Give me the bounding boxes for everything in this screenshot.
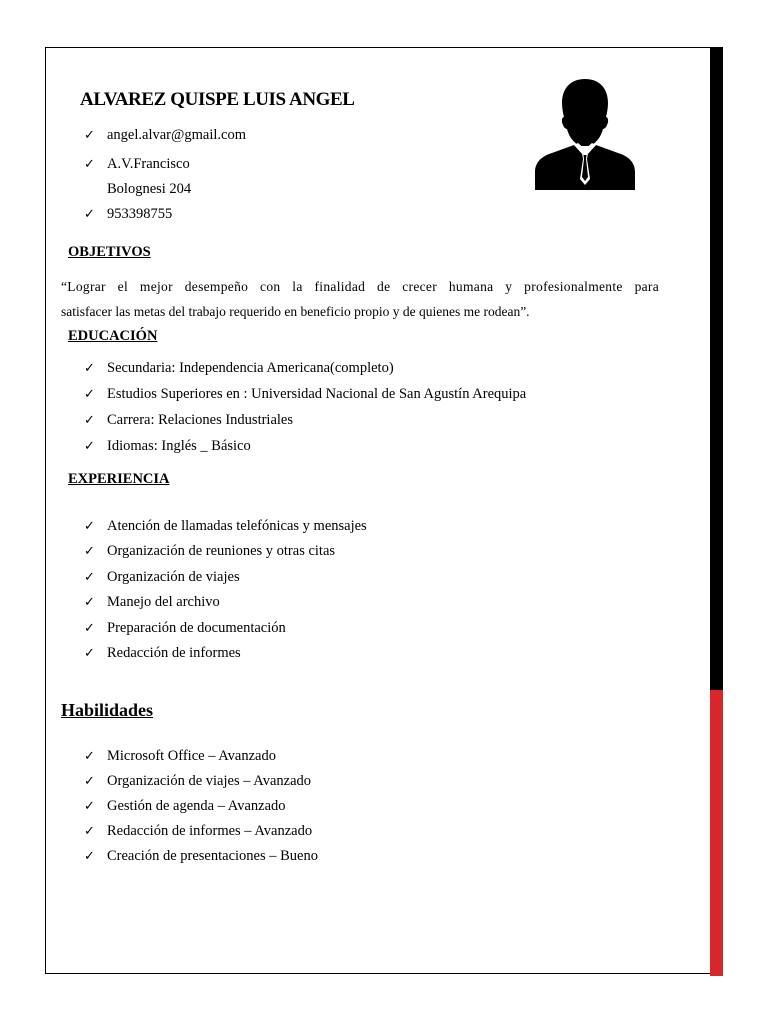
contact-phone: 953398755 [107, 206, 173, 222]
list-item-text: Organización de viajes – Avanzado [107, 773, 311, 789]
list-item-text: Manejo del archivo [107, 594, 220, 610]
check-mark-icon: ✓ [84, 361, 95, 376]
contact-email: angel.alvar@gmail.com [107, 127, 246, 143]
side-bar-red [710, 690, 723, 976]
check-mark-icon: ✓ [84, 749, 95, 764]
check-mark-icon: ✓ [84, 413, 95, 428]
side-bar-black [710, 47, 723, 690]
check-mark-icon: ✓ [84, 439, 95, 454]
list-item-text: Estudios Superiores en : Universidad Nacional de San Agustín Arequipa [107, 386, 527, 402]
list-item-text: Idiomas: Inglés _ Básico [107, 438, 251, 454]
list-item-text: Redacción de informes [107, 645, 241, 661]
list-item-text: Creación de presentaciones – Bueno [107, 848, 318, 864]
check-mark-icon: ✓ [84, 387, 95, 402]
check-mark-icon: ✓ [84, 544, 95, 559]
section-heading-habilidades: Habilidades [61, 700, 154, 720]
check-mark-icon: ✓ [84, 595, 95, 610]
check-mark-icon: ✓ [84, 849, 95, 864]
list-item-text: Secundaria: Independencia Americana(completo) [107, 360, 394, 376]
check-mark-icon: ✓ [84, 128, 95, 143]
list-item-text: Organización de viajes [107, 569, 240, 585]
objetivos-paragraph [61, 274, 659, 324]
list-item-text: Gestión de agenda – Avanzado [107, 798, 286, 814]
contact-address-line1: A.V.Francisco [107, 156, 190, 172]
candidate-name: ALVAREZ QUISPE LUIS ANGEL [80, 89, 355, 110]
list-item-text: Organización de reuniones y otras citas [107, 543, 336, 559]
check-mark-icon: ✓ [84, 774, 95, 789]
check-mark-icon: ✓ [84, 646, 95, 661]
contact-address-line2: Bolognesi 204 [107, 181, 192, 197]
check-mark-icon: ✓ [84, 621, 95, 636]
check-mark-icon: ✓ [84, 570, 95, 585]
check-mark-icon: ✓ [84, 799, 95, 814]
section-heading-educacion: EDUCACIÓN [68, 328, 158, 344]
check-mark-icon: ✓ [84, 207, 95, 222]
objetivos-line: satisfacer las metas del trabajo requerido en beneficio propio y de quienes me rodean”. [61, 304, 530, 319]
list-item-text: Atención de llamadas telefónicas y mensajes [107, 518, 367, 534]
section-heading-objetivos: OBJETIVOS [68, 244, 151, 260]
check-mark-icon: ✓ [84, 824, 95, 839]
list-item-text: Microsoft Office – Avanzado [107, 748, 276, 764]
person-silhouette-icon [530, 77, 640, 192]
list-item-text: Carrera: Relaciones Industriales [107, 412, 294, 428]
check-mark-icon: ✓ [84, 519, 95, 534]
list-item-text: Redacción de informes – Avanzado [107, 823, 313, 839]
objetivos-line: “Lograr el mejor desempeño con la finalidad de crecer humana y profesionalmente para [61, 279, 659, 294]
check-mark-icon: ✓ [84, 157, 95, 172]
section-heading-experiencia: EXPERIENCIA [68, 471, 170, 487]
list-item-text: Preparación de documentación [107, 620, 286, 636]
